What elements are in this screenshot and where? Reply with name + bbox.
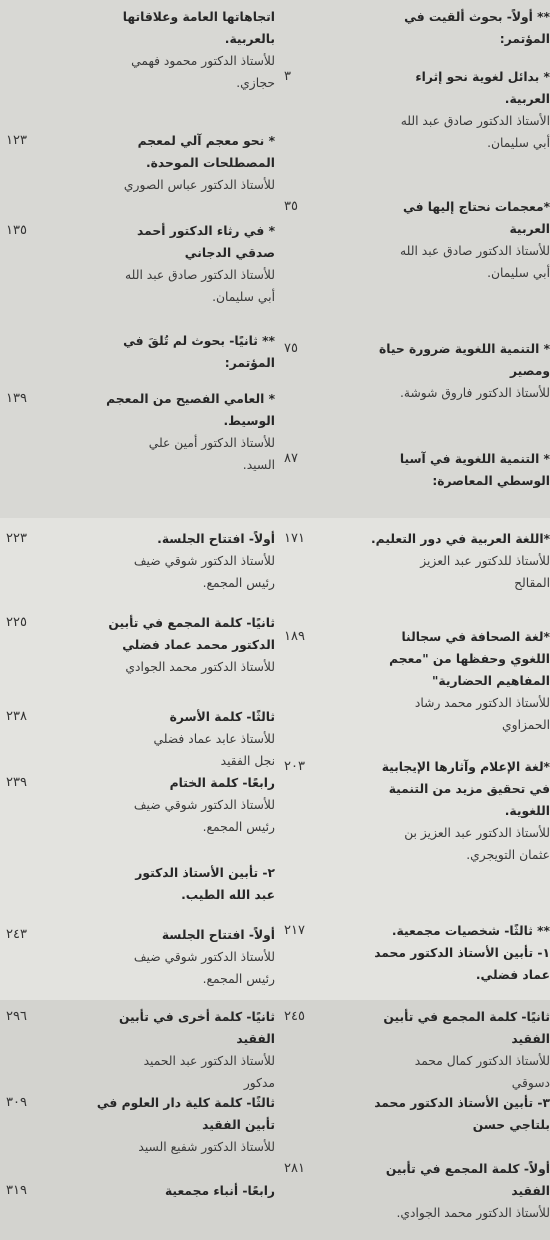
page-number: ٨٧ bbox=[284, 451, 298, 466]
page-number: ١٣٩ bbox=[6, 391, 27, 406]
entry-title: *معجمات نحتاج إليها في bbox=[403, 200, 550, 214]
entry-author: دسوقي bbox=[511, 1076, 550, 1090]
entry-title: *لغة الإعلام وآثارها الإيجابية bbox=[381, 760, 550, 774]
entry-title: الفقيد bbox=[236, 1032, 275, 1046]
toc-entry bbox=[0, 6, 275, 94]
toc-entry bbox=[0, 330, 275, 374]
entry-author: للأستاذ الدكتور شوقي ضيف bbox=[133, 950, 275, 964]
entry-title: ثالثًا- كلمة الأسرة bbox=[169, 710, 275, 724]
page-number: ١٨٩ bbox=[284, 629, 305, 644]
entry-author: للأستاذ الدكتور صادق عبد الله bbox=[400, 244, 550, 258]
toc-column-right bbox=[278, 518, 550, 1000]
entry-author: رئيس المجمع. bbox=[202, 576, 275, 590]
entry-title: ٣- تأبين الأستاذ الدكتور محمد bbox=[374, 1096, 550, 1110]
entry-title: *اللغة العربية في دور التعليم. bbox=[371, 532, 550, 546]
entry-title: * التنمية اللغوية في آسيا bbox=[399, 452, 550, 466]
toc-entry bbox=[0, 924, 275, 990]
entry-author: حجازي. bbox=[236, 76, 275, 90]
page-number: ٣٥ bbox=[284, 199, 298, 214]
toc-entry bbox=[278, 1006, 550, 1094]
entry-title: * العامي الفصيح من المعجم bbox=[106, 392, 275, 406]
entry-title: اللغوية. bbox=[504, 804, 550, 818]
entry-title: ** ثانيًا- بحوث لم تُلقَ في bbox=[123, 334, 275, 348]
toc-entry bbox=[278, 1092, 550, 1136]
toc-band-3 bbox=[0, 1000, 550, 1240]
page-number: ٢٣٨ bbox=[6, 709, 27, 724]
entry-author: مدكور bbox=[243, 1076, 275, 1090]
entry-title: ثانيًا- كلمة المجمع في تأبين bbox=[383, 1010, 550, 1024]
entry-author: للأستاذ الدكتور شوقي ضيف bbox=[133, 554, 275, 568]
entry-title: ** ثالثًا- شخصيات مجمعية. bbox=[391, 924, 550, 938]
entry-author: أبي سليمان. bbox=[487, 136, 550, 150]
entry-author: للأستاذ الدكتور عبد الحميد bbox=[143, 1054, 275, 1068]
page-number: ٢٤٣ bbox=[6, 927, 27, 942]
toc-entry bbox=[278, 196, 550, 284]
entry-title: بالعربية. bbox=[224, 32, 275, 46]
entry-title: عبد الله الطيب. bbox=[181, 888, 275, 902]
toc-column-left bbox=[0, 0, 275, 518]
entry-title: صدقي الدجاني bbox=[184, 246, 275, 260]
entry-author: المقالح bbox=[514, 576, 550, 590]
toc-entry bbox=[278, 756, 550, 866]
entry-title: الدكتور محمد عماد فضلي bbox=[122, 638, 275, 652]
entry-title: العربية bbox=[509, 222, 550, 236]
page-number: ٢١٧ bbox=[284, 923, 305, 938]
entry-title: * بدائل لغوية نحو إثراء bbox=[415, 70, 550, 84]
entry-author: السيد. bbox=[242, 458, 275, 472]
entry-author: رئيس المجمع. bbox=[202, 972, 275, 986]
toc-band-1 bbox=[0, 0, 550, 518]
toc-entry bbox=[0, 388, 275, 476]
entry-author: للأستاذ الدكتور كمال محمد bbox=[414, 1054, 550, 1068]
entry-title: ١- تأبين الأستاذ الدكتور محمد bbox=[374, 946, 550, 960]
page-number: ٢٢٣ bbox=[6, 531, 27, 546]
entry-title: رابعًا- أنباء مجمعية bbox=[164, 1184, 275, 1198]
entry-author: للأستاذ للدكتور عبد العزيز bbox=[420, 554, 550, 568]
entry-title: المصطلحات الموحدة. bbox=[146, 156, 275, 170]
entry-author: للأستاذ الدكتور شوقي ضيف bbox=[133, 798, 275, 812]
entry-title: عماد فضلي. bbox=[475, 968, 550, 982]
entry-author: للأستاذ الدكتور محمد رشاد bbox=[414, 696, 550, 710]
toc-entry bbox=[0, 706, 275, 772]
entry-title: الوسطي المعاصرة: bbox=[432, 474, 550, 488]
entry-title: العربية. bbox=[504, 92, 550, 106]
toc-entry bbox=[0, 772, 275, 838]
toc-entry bbox=[0, 862, 275, 906]
entry-author: للأستاذ الدكتور أمين علي bbox=[148, 436, 275, 450]
entry-author: عثمان التويجري. bbox=[466, 848, 550, 862]
entry-title: الفقيد bbox=[511, 1184, 550, 1198]
page-number: ٣ bbox=[284, 69, 291, 84]
entry-title: أولاً- كلمة المجمع في تأبين bbox=[385, 1162, 550, 1176]
entry-title: الفقيد bbox=[511, 1032, 550, 1046]
toc-entry bbox=[0, 1092, 275, 1158]
entry-author: للأستاذ الدكتور فاروق شوشة. bbox=[399, 386, 550, 400]
entry-author: للأستاذ الدكتور محمد الجوادي. bbox=[396, 1206, 550, 1220]
toc-entry bbox=[0, 1006, 275, 1094]
toc-band-2 bbox=[0, 518, 550, 1000]
entry-title: المؤتمر: bbox=[499, 32, 550, 46]
entry-title: ومصير bbox=[509, 364, 550, 378]
page-number: ٧٥ bbox=[284, 341, 298, 356]
toc-entry bbox=[0, 130, 275, 196]
toc-entry bbox=[0, 220, 275, 308]
entry-title: ** أولاً- بحوث ألقيت في bbox=[404, 10, 550, 24]
entry-title: رابعًا- كلمة الختام bbox=[169, 776, 275, 790]
toc-entry bbox=[278, 338, 550, 404]
page-number: ٢٩٦ bbox=[6, 1009, 27, 1024]
entry-author: أبي سليمان. bbox=[487, 266, 550, 280]
toc-column-left bbox=[0, 518, 275, 1000]
entry-author: للأستاذ الدكتور عبد العزيز بن bbox=[404, 826, 550, 840]
toc-column-left bbox=[0, 1000, 275, 1240]
toc-column-right bbox=[278, 1000, 550, 1240]
toc-entry bbox=[278, 626, 550, 736]
toc-entry bbox=[278, 6, 550, 50]
entry-author: للأستاذ الدكتور محمد الجوادي bbox=[125, 660, 275, 674]
toc-entry bbox=[0, 612, 275, 678]
entry-title: ثانيًا- كلمة أخرى في تأبين bbox=[118, 1010, 275, 1024]
entry-author: للأستاذ الدكتور شفيع السيد bbox=[138, 1140, 275, 1154]
entry-author: الأستاذ الدكتور صادق عبد الله bbox=[400, 114, 550, 128]
entry-title: * التنمية اللغوية ضرورة حياة bbox=[379, 342, 550, 356]
toc-entry bbox=[278, 448, 550, 492]
entry-title: ٢- تأبين الأستاذ الدكتور bbox=[135, 866, 275, 880]
entry-title: المفاهيم الحضارية" bbox=[431, 674, 550, 688]
entry-title: أولاً- افتتاح الجلسة. bbox=[157, 532, 275, 546]
toc-entry bbox=[0, 1180, 275, 1202]
entry-title: *لغة الصحافة في سجالنا bbox=[401, 630, 550, 644]
page-number: ٢٤٥ bbox=[284, 1009, 305, 1024]
entry-author: للأستاذ الدكتور محمود فهمي bbox=[131, 54, 275, 68]
entry-title: أولاً- افتتاح الجلسة bbox=[161, 928, 275, 942]
page-number: ٢٠٣ bbox=[284, 759, 305, 774]
toc-entry bbox=[278, 920, 550, 986]
page-number: ٣٠٩ bbox=[6, 1095, 27, 1110]
page-number: ١٧١ bbox=[284, 531, 305, 546]
page-number: ٣١٩ bbox=[6, 1183, 27, 1198]
entry-title: تأبين الفقيد bbox=[202, 1118, 275, 1132]
entry-title: الوسيط. bbox=[223, 414, 275, 428]
toc-column-right bbox=[278, 0, 550, 518]
entry-author: نجل الفقيد bbox=[220, 754, 275, 768]
toc-entry bbox=[278, 528, 550, 594]
entry-title: اتجاهاتها العامة وعلاقاتها bbox=[122, 10, 275, 24]
entry-title: المؤتمر: bbox=[224, 356, 275, 370]
toc-entry bbox=[278, 66, 550, 154]
entry-author: للأستاذ الدكتور عباس الصوري bbox=[123, 178, 275, 192]
page-number: ٢٢٥ bbox=[6, 615, 27, 630]
page-number: ١٣٥ bbox=[6, 223, 27, 238]
entry-title: ثانيًا- كلمة المجمع في تأبين bbox=[108, 616, 275, 630]
toc-entry bbox=[0, 528, 275, 594]
entry-author: الحمزاوي bbox=[502, 718, 550, 732]
entry-title: بلتاجي حسن bbox=[472, 1118, 550, 1132]
entry-title: ثالثًا- كلمة كلية دار العلوم في bbox=[96, 1096, 275, 1110]
toc-entry bbox=[278, 1158, 550, 1224]
entry-title: اللغوي وحفظها من "معجم bbox=[389, 652, 550, 666]
entry-title: * نحو معجم آلي لمعجم bbox=[137, 134, 275, 148]
entry-title: في تحقيق مزيد من التنمية bbox=[388, 782, 550, 796]
entry-title: * في رثاء الدكتور أحمد bbox=[137, 224, 275, 238]
page-number: ٢٨١ bbox=[284, 1161, 305, 1176]
page-number: ٢٣٩ bbox=[6, 775, 27, 790]
entry-author: للأستاذ الدكتور صادق عبد الله bbox=[125, 268, 275, 282]
entry-author: للأستاذ عابد عماد فضلي bbox=[153, 732, 275, 746]
entry-author: أبي سليمان. bbox=[212, 290, 275, 304]
entry-author: رئيس المجمع. bbox=[202, 820, 275, 834]
page-number: ١٢٣ bbox=[6, 133, 27, 148]
